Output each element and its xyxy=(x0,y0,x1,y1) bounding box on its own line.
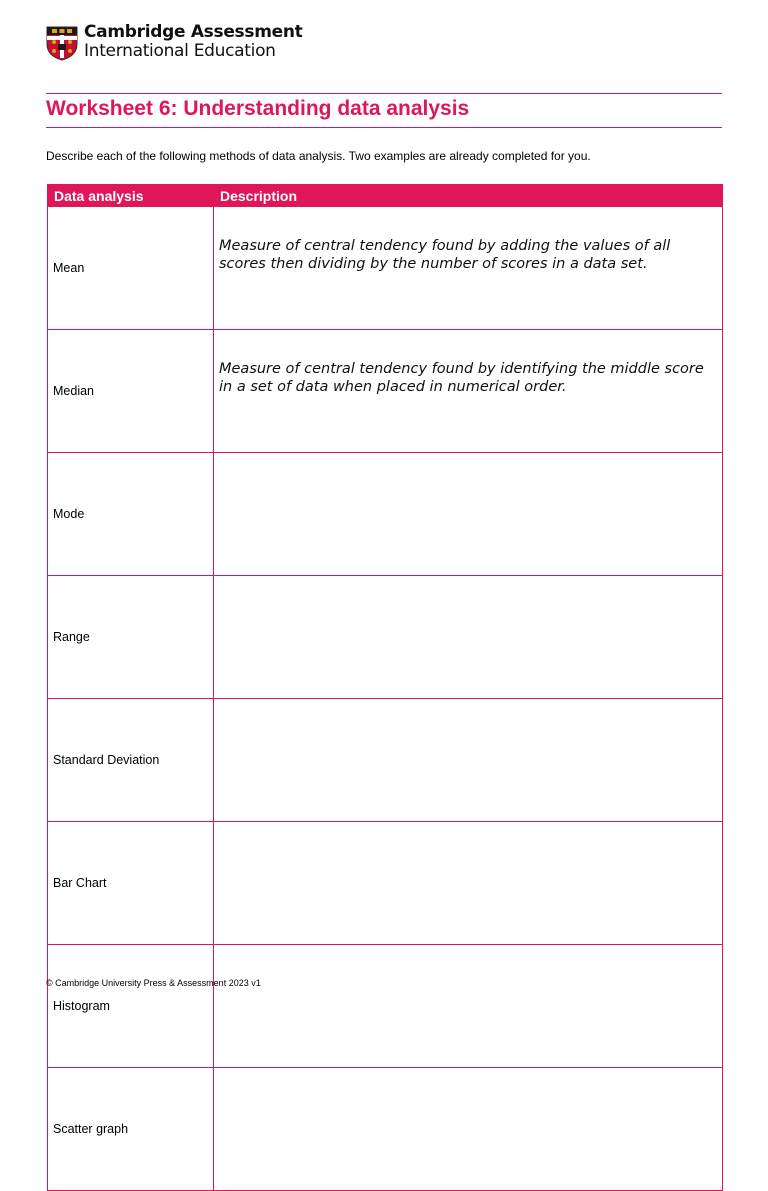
table-row xyxy=(48,207,723,330)
copyright-footer: © Cambridge University Press & Assessment 2023 v1 xyxy=(46,978,261,988)
table-header-row xyxy=(48,185,723,207)
method-label: Histogram xyxy=(48,945,214,1068)
brand-subtitle: International Education xyxy=(84,41,276,61)
description-cell[interactable]: Measure of central tendency found by adding the values of all scores then dividing by the number of scores in a data set. xyxy=(214,207,723,330)
table-row xyxy=(48,822,723,945)
method-label: Bar Chart xyxy=(48,822,214,945)
method-label: Standard Deviation xyxy=(48,699,214,822)
table-row xyxy=(48,330,723,453)
title-rule-top xyxy=(46,93,722,94)
description-cell[interactable] xyxy=(214,822,723,945)
table-row xyxy=(48,576,723,699)
description-cell[interactable] xyxy=(214,945,723,1068)
title-rule-bottom xyxy=(46,127,722,128)
instructions-text: Describe each of the following methods of data analysis. Two examples are already completed for you. xyxy=(46,149,591,163)
description-cell[interactable] xyxy=(214,1068,723,1191)
method-label: Median xyxy=(48,330,214,453)
table-row xyxy=(48,453,723,576)
description-cell[interactable] xyxy=(214,699,723,822)
table-row xyxy=(48,945,723,1068)
header-data-analysis: Data analysis xyxy=(48,185,214,207)
description-cell[interactable]: Measure of central tendency found by identifying the middle score in a set of data when placed in numerical order. xyxy=(214,330,723,453)
method-label: Scatter graph xyxy=(48,1068,214,1191)
method-label: Mode xyxy=(48,453,214,576)
page-title: Worksheet 6: Understanding data analysis xyxy=(46,97,470,120)
table-row xyxy=(48,699,723,822)
cambridge-logo xyxy=(46,22,303,61)
method-label: Range xyxy=(48,576,214,699)
table-row xyxy=(48,1068,723,1191)
brand-name: Cambridge Assessment xyxy=(84,22,303,42)
data-analysis-table xyxy=(47,184,723,1191)
description-cell[interactable] xyxy=(214,453,723,576)
cambridge-shield-icon xyxy=(46,26,78,61)
method-label: Mean xyxy=(48,207,214,330)
description-cell[interactable] xyxy=(214,576,723,699)
header-description: Description xyxy=(214,185,723,207)
